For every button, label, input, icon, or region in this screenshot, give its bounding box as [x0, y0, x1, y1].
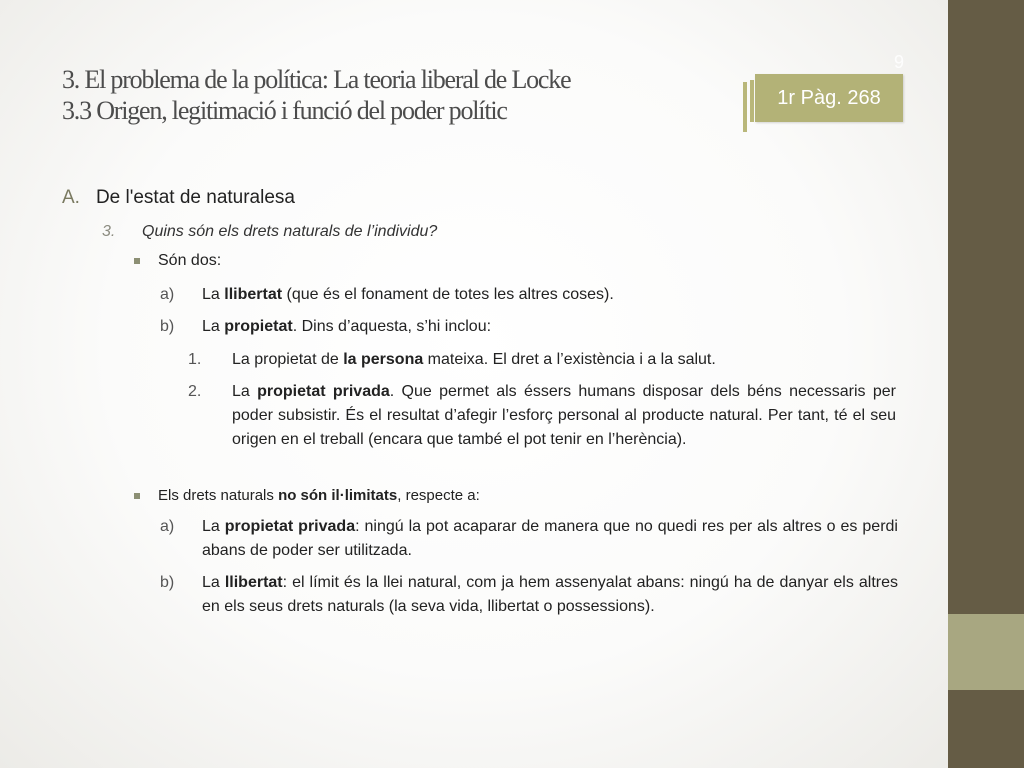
list-item [160, 283, 900, 307]
bullet-item [134, 252, 534, 274]
item-marker: b) [160, 574, 175, 591]
item-text: La llibertat (que és el fonament de totes les altres coses). [202, 286, 614, 303]
item-text: La propietat. Dins d’aquesta, s’hi inclou: [202, 318, 492, 335]
item-text: La propietat privada. Que permet als éssers humans disposar dels béns necessaris per poder subsistir. És el resultat d’afegir l’esforç personal al producte natural. Per tant, té el seu origen en el treball (encara que també el pot tenir en l’herència). [232, 383, 896, 448]
square-bullet-icon [134, 493, 140, 499]
item-marker: a) [160, 286, 175, 303]
bullet-text: Els drets naturals no són il·limitats, respecte a: [158, 487, 480, 504]
bullet-item [134, 487, 734, 509]
page-reference-badge: 1r Pàg. 268 [755, 74, 903, 122]
item-marker: b) [160, 318, 175, 335]
question-text: Quins són els drets naturals de l’individu? [142, 223, 438, 240]
list-item [160, 515, 900, 565]
item-text: La propietat de la persona mateixa. El dret a l’existència i a la salut. [232, 351, 716, 368]
section-marker: A. [62, 187, 80, 208]
side-decoration-block [948, 614, 1024, 690]
item-marker: 1. [188, 351, 202, 368]
question-marker: 3. [102, 223, 116, 240]
section-text: De l'estat de naturalesa [95, 187, 295, 208]
list-item [160, 571, 900, 621]
square-bullet-icon [134, 258, 140, 264]
item-marker: 2. [188, 383, 202, 400]
title-line-2: 3.3 Origen, legitimació i funció del poder polític [62, 96, 507, 125]
list-item [160, 315, 900, 339]
bullet-text: Són dos: [158, 252, 222, 269]
list-item [188, 348, 898, 372]
item-text: La propietat privada: ningú la pot acaparar de manera que no quedi res per als altres o es perdi abans de poder ser utilitzada. [202, 518, 898, 559]
item-marker: a) [160, 518, 175, 535]
section-heading [62, 187, 295, 209]
item-text: La llibertat: el límit és la llei natural, com ja hem assenyalat abans: ningú ha de danyar els altres en els seus drets naturals (la seva vida, llibertat o possessions). [202, 574, 899, 615]
title-line-1: 3. El problema de la política: La teoria liberal de Locke [62, 65, 571, 94]
slide-number: 9 [894, 52, 905, 72]
list-item [188, 380, 898, 480]
question-heading [102, 223, 437, 241]
